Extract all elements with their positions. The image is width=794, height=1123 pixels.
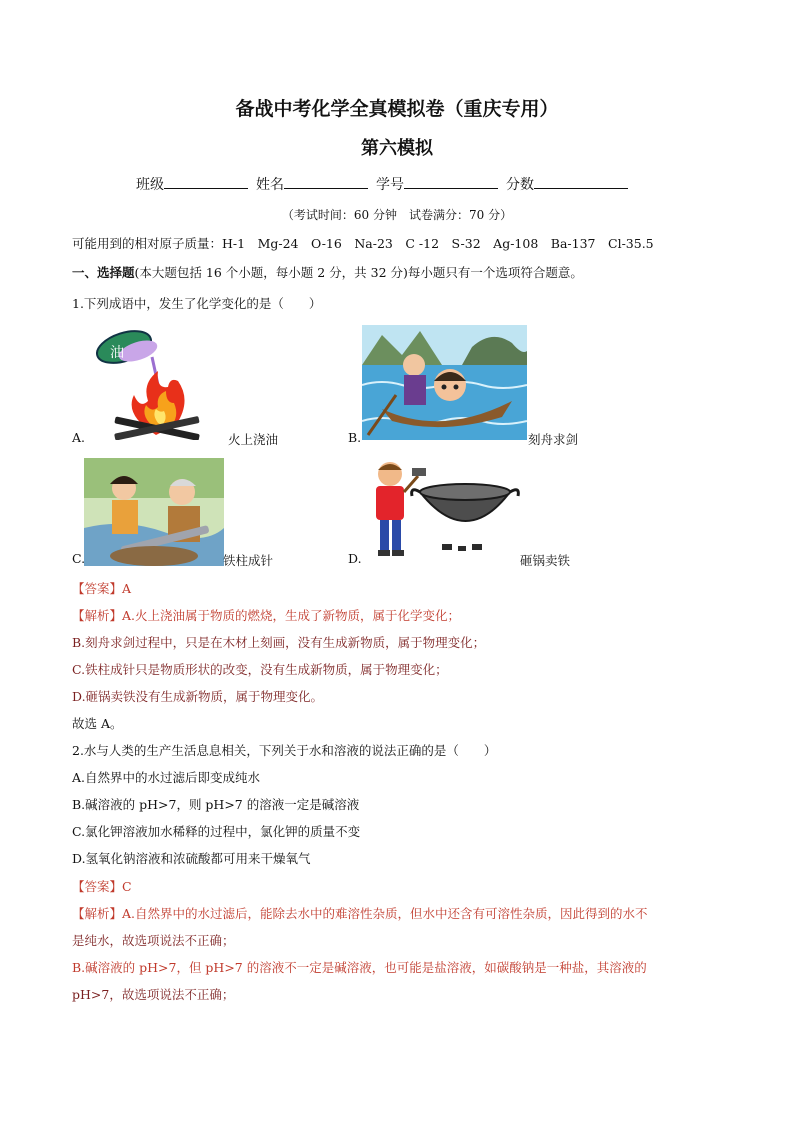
q1-answer-value: A bbox=[122, 581, 132, 596]
q1-option-b-letter: B. bbox=[348, 430, 362, 445]
student-info-row bbox=[136, 174, 636, 194]
q2-option-d: D.氢氧化钠溶液和浓硫酸都可用来干燥氧气 bbox=[72, 851, 311, 866]
oil-label: 油 bbox=[110, 345, 124, 361]
grinding-pillar-image bbox=[84, 458, 224, 566]
q2-analysis-line-2: 是纯水，故选项说法不正确； bbox=[72, 933, 235, 948]
page-subtitle: 第六模拟 bbox=[361, 138, 433, 159]
q2-answer-label: 【答案】 bbox=[72, 879, 123, 894]
q1-analysis-line-4: D.砸锅卖铁没有生成新物质，属于物理变化。 bbox=[72, 689, 324, 704]
q2-option-a: A.自然界中的水过滤后即变成纯水 bbox=[72, 770, 261, 785]
q1-option-a-text: 火上浇油 bbox=[228, 432, 279, 447]
page-title: 备战中考化学全真模拟卷（重庆专用） bbox=[235, 98, 559, 120]
fire-oil-image bbox=[96, 325, 216, 440]
boat-scene-image bbox=[362, 325, 527, 440]
q2-stem: 2.水与人类的生产生活息息相关，下列关于水和溶液的说法正确的是（ ） bbox=[72, 743, 497, 758]
class-field[interactable] bbox=[164, 174, 248, 189]
q1-stem: 1.下列成语中，发生了化学变化的是（ ） bbox=[72, 296, 322, 311]
q1-analysis-line-3: C.铁柱成针只是物质形状的改变，没有生成新物质，属于物理变化； bbox=[72, 662, 448, 677]
q1-answer-label: 【答案】 bbox=[72, 581, 123, 596]
name-field[interactable] bbox=[284, 174, 368, 189]
q1-analysis-text-1: A.火上浇油属于物质的燃烧，生成了新物质，属于化学变化； bbox=[122, 608, 461, 623]
q1-option-c-text: 铁柱成针 bbox=[223, 553, 274, 568]
q2-analysis-line-1 bbox=[72, 904, 648, 922]
score-label: 分数 bbox=[506, 177, 534, 193]
q2-answer bbox=[72, 877, 132, 895]
q1-analysis-line-2: B.刻舟求剑过程中，只是在木材上刻画，没有生成新物质，属于物理变化； bbox=[72, 635, 486, 650]
exam-time: （考试时间：60 分钟 试卷满分：70 分） bbox=[281, 208, 513, 222]
number-label: 学号 bbox=[376, 177, 404, 193]
q1-conclusion: 故选 A。 bbox=[72, 716, 123, 731]
score-field[interactable] bbox=[534, 174, 628, 189]
q1-analysis-line-1 bbox=[72, 606, 460, 624]
q2-answer-value: C bbox=[122, 879, 132, 894]
q1-analysis-label: 【解析】 bbox=[72, 608, 123, 623]
atomic-mass-line: 可能用到的相对原子质量：H-1 Mg-24 O-16 Na-23 C -12 S-32 Ag-108 Ba-137 Cl-35.5 bbox=[72, 236, 654, 251]
q2-analysis-line-4: pH>7，故选项说法不正确； bbox=[72, 987, 235, 1002]
section-desc: (本大题包括 16 个小题，每小题 2 分，共 32 分)每小题只有一个选项符合题意。 bbox=[134, 265, 583, 280]
q1-option-a-letter: A. bbox=[72, 430, 86, 445]
q2-option-b: B.碱溶液的 pH>7，则 pH>7 的溶液一定是碱溶液 bbox=[72, 797, 360, 812]
q1-option-b-text: 刻舟求剑 bbox=[528, 432, 579, 447]
q1-option-d-text: 砸锅卖铁 bbox=[520, 553, 571, 568]
q1-option-c-letter: C. bbox=[72, 551, 86, 566]
name-label: 姓名 bbox=[256, 177, 284, 193]
q2-analysis-text-1: A.自然界中的水过滤后，能除去水中的难溶性杂质，但水中还含有可溶性杂质，因此得到的水不 bbox=[122, 906, 648, 921]
smashing-wok-image bbox=[370, 460, 520, 564]
q2-analysis-line-3 bbox=[72, 958, 647, 976]
q1-option-d-letter: D. bbox=[348, 551, 362, 566]
number-field[interactable] bbox=[404, 174, 498, 189]
q2-option-c: C.氯化钾溶液加水稀释的过程中，氯化钾的质量不变 bbox=[72, 824, 361, 839]
q2-analysis-text-3: B.碱溶液的 pH>7，但 pH>7 的溶液不一定是碱溶液，也可能是盐溶液，如碳酸钠是一种盐，其溶液的 bbox=[72, 960, 647, 975]
class-label: 班级 bbox=[136, 177, 164, 193]
section-heading bbox=[72, 263, 583, 281]
q1-answer bbox=[72, 579, 131, 597]
q2-analysis-label: 【解析】 bbox=[72, 906, 123, 921]
section-title: 一、选择题 bbox=[72, 265, 135, 280]
